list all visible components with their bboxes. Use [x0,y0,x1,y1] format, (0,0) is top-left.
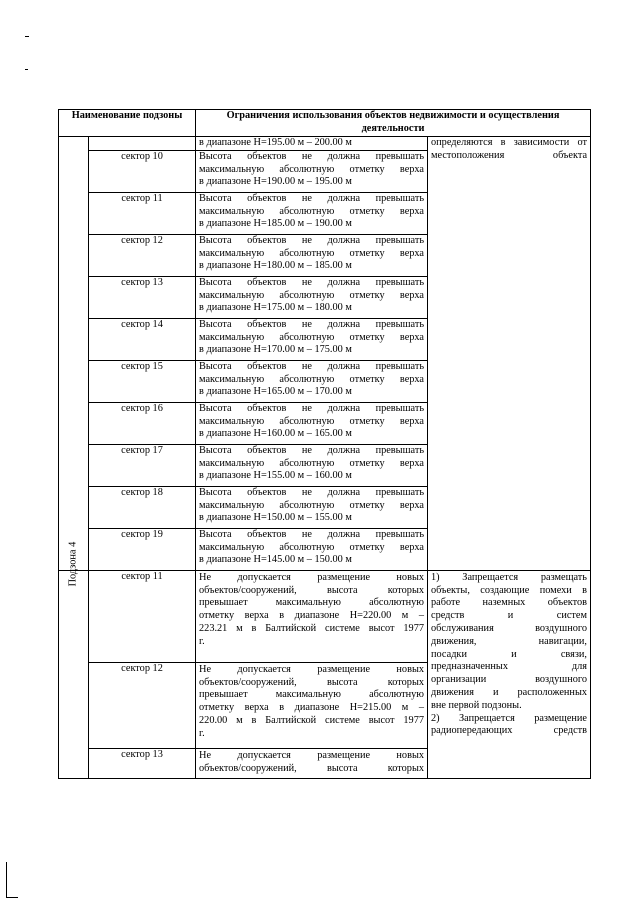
restriction-line: в диапазоне Н=185.00 м – 190.00 м [199,218,352,230]
restriction-note-line: 2) Запрещается размещение [431,712,588,724]
restriction-line: максимальную абсолютную отметку верха [199,415,425,427]
restriction-line: объектов/сооружений, высота которых [199,676,425,688]
subzone-4-label: Подзона 4 [67,541,79,587]
restriction-line: Высота объектов не должна превышать [199,234,425,246]
restriction-cell [196,444,428,486]
restriction-line: Не допускается размещение новых [199,571,425,583]
subzone-4-cell [59,541,89,778]
restriction-line: в диапазоне Н=160.00 м – 165.00 м [199,428,352,440]
scan-speck [25,36,29,37]
restriction-line: в диапазоне Н=155.00 м – 160.00 м [199,470,352,482]
restriction-line: Не допускается размещение новых [199,663,425,675]
header-restrictions: Ограничения использования объектов недвижимости и осуществления деятельности [196,110,591,137]
sector-label: сектор 11 [89,570,196,662]
restriction-line: Высота объектов не должна превышать [199,192,425,204]
restriction-line: отметку верха в диапазоне Н=220.00 м – [199,610,425,622]
sector-label: сектор 16 [89,402,196,444]
restriction-line: Высота объектов не должна превышать [199,444,425,456]
restriction-note-line: движения, навигации, [431,635,588,647]
restriction-note-line: вне первой подзоны. [431,699,522,711]
restriction-note-line: посадки и связи, [431,648,588,660]
restriction-line: превышает максимальную абсолютную [199,689,425,701]
restriction-note-line: организации воздушного [431,674,588,686]
restriction-note-line: объекты, создающие помехи в [431,584,588,596]
scan-speck [6,897,18,898]
restriction-note-cell [428,137,591,571]
sector-label: сектор 12 [89,662,196,748]
restriction-line: в диапазоне Н=180.00 м – 185.00 м [199,260,352,272]
restriction-line: объектов/сооружений, высота которых [199,762,425,774]
restriction-line: Высота объектов не должна превышать [199,360,425,372]
restriction-line: максимальную абсолютную отметку верха [199,205,425,217]
table-row [59,570,591,662]
restriction-line: 220.00 м в Балтийской системе высот 1977 [199,714,425,726]
restriction-text: в диапазоне Н=195.00 м – 200.00 м [196,137,428,151]
restriction-line: максимальную абсолютную отметку верха [199,247,425,259]
restriction-note-line: средств и систем [431,610,588,622]
restriction-line: максимальную абсолютную отметку верха [199,163,425,175]
restriction-cell [196,276,428,318]
restriction-line: Высота объектов не должна превышать [199,528,425,540]
restriction-line: превышает максимальную абсолютную [199,597,425,609]
sector-label: сектор 13 [89,276,196,318]
restriction-note-line: 1) Запрещается размещать [431,571,588,583]
sector-label: сектор 18 [89,486,196,528]
restriction-cell [196,360,428,402]
restriction-note-line: радиопередающих средств [431,725,588,737]
restriction-line: Высота объектов не должна превышать [199,276,425,288]
scan-speck [6,862,7,898]
scan-speck [25,69,28,70]
restriction-line: в диапазоне Н=170.00 м – 175.00 м [199,344,352,356]
restriction-note-line: обслуживания воздушного [431,622,588,634]
restriction-cell [196,192,428,234]
restriction-cell [196,570,428,662]
restriction-note-line: работе наземных объектов [431,597,588,609]
sector-label: сектор 11 [89,192,196,234]
table-header-row [59,110,591,137]
restriction-note-line: предназначенных для [431,661,588,673]
sector-label: сектор 17 [89,444,196,486]
restriction-cell [196,486,428,528]
restriction-note-line: движения и расположенных [431,686,588,698]
subzone-3-cell [59,137,89,571]
restriction-line: в диапазоне Н=190.00 м – 195.00 м [199,176,352,188]
sector-cell-empty [89,137,196,151]
restriction-line: Высота объектов не должна превышать [199,150,425,162]
restriction-note: определяются в зависимости от местоположения объекта [431,137,588,161]
restriction-line: максимальную абсолютную отметку верха [199,373,425,385]
sector-label: сектор 10 [89,150,196,192]
sector-label: сектор 15 [89,360,196,402]
restriction-line: максимальную абсолютную отметку верха [199,499,425,511]
sector-label: сектор 12 [89,234,196,276]
restriction-line: Высота объектов не должна превышать [199,402,425,414]
restriction-cell [196,662,428,748]
restriction-cell [196,234,428,276]
restriction-line: максимальную абсолютную отметку верха [199,457,425,469]
restriction-note-cell [428,570,591,778]
restriction-cell [196,318,428,360]
sector-label: сектор 19 [89,528,196,570]
restriction-line: Высота объектов не должна превышать [199,486,425,498]
restriction-cell [196,748,428,778]
restriction-line: в диапазоне Н=150.00 м – 155.00 м [199,512,352,524]
restriction-line: г. [199,635,205,647]
restriction-line: в диапазоне Н=175.00 м – 180.00 м [199,302,352,314]
restriction-cell [196,528,428,570]
restriction-cell [196,150,428,192]
restriction-line: отметку верха в диапазоне Н=215.00 м – [199,702,425,714]
restriction-line: г. [199,727,205,739]
restriction-cell [196,402,428,444]
restriction-line: Не допускается размещение новых [199,749,425,761]
restrictions-table [58,109,591,779]
header-subzone-name: Наименование подзоны [59,110,196,137]
sector-label: сектор 14 [89,318,196,360]
restriction-line: Высота объектов не должна превышать [199,318,425,330]
restriction-line: 223.21 м в Балтийской системе высот 1977 [199,622,425,634]
restriction-line: в диапазоне Н=165.00 м – 170.00 м [199,386,352,398]
table-row [59,137,591,151]
restriction-line: максимальную абсолютную отметку верха [199,331,425,343]
restriction-line: объектов/сооружений, высота которых [199,584,425,596]
restriction-line: максимальную абсолютную отметку верха [199,541,425,553]
restriction-line: в диапазоне Н=145.00 м – 150.00 м [199,554,352,566]
sector-label: сектор 13 [89,748,196,778]
restriction-line: максимальную абсолютную отметку верха [199,289,425,301]
